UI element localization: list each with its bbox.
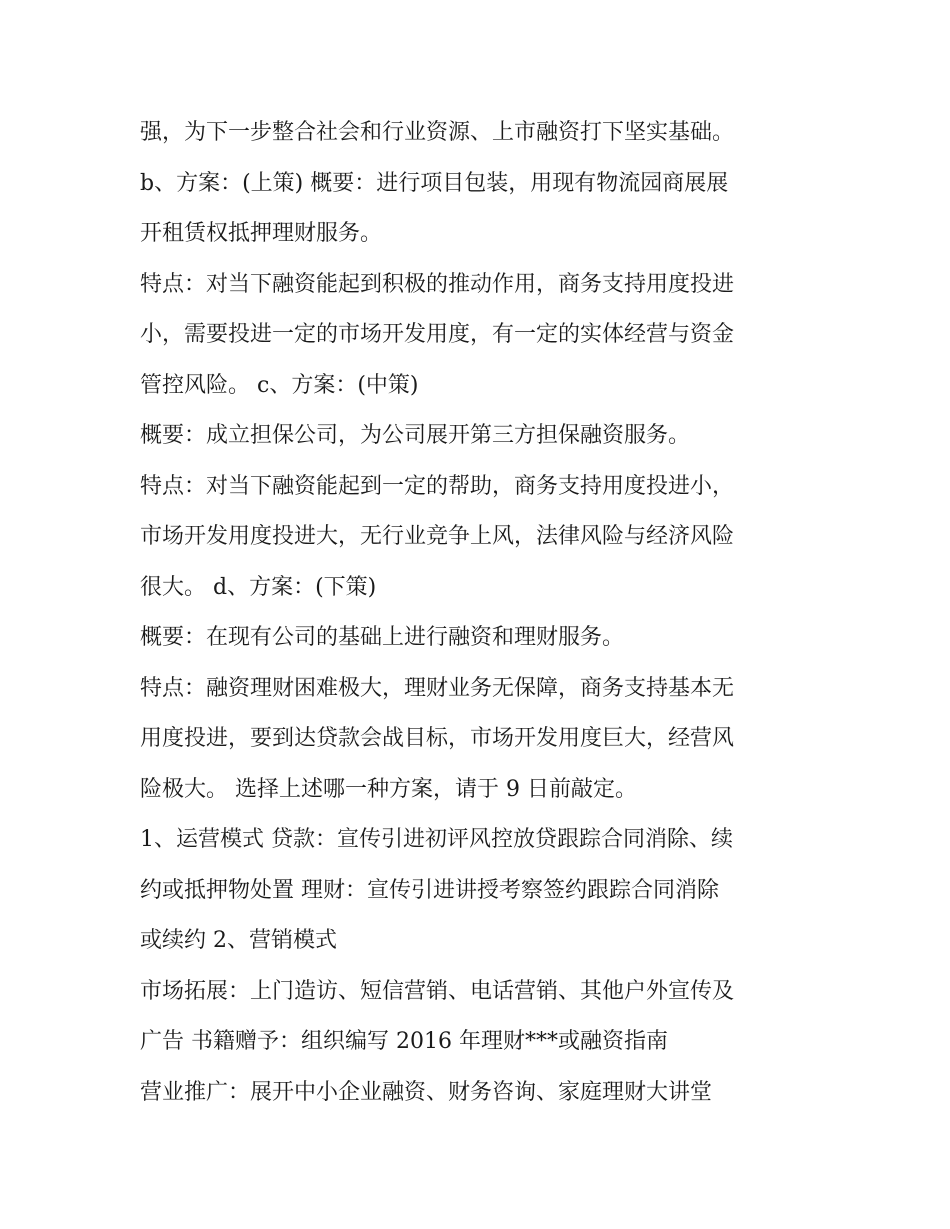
text-line: 市场拓展：上门造访、短信营销、电话营销、其他户外宣传及 — [140, 978, 735, 1004]
text-line: 管控风险。 c、方案：(中策) — [140, 372, 419, 398]
text-line: 特点：对当下融资能起到一定的帮助，商务支持用度投进小， — [140, 473, 735, 499]
text-line: 或续约 2、营销模式 — [140, 928, 337, 953]
text-line: 营业推广：展开中小企业融资、财务咨询、家庭理财大讲堂 — [140, 1079, 713, 1105]
text-line: 1、运营模式 贷款：宣传引进初评风控放贷跟踪合同消除、续 — [140, 827, 733, 852]
text-line: 小，需要投进一定的市场开发用度，有一定的实体经营与资金 — [140, 322, 735, 347]
text-line: 广告 书籍赠予：组织编写 2016 年理财***或融资指南 — [140, 1029, 668, 1054]
text-line: b、方案：(上策) 概要：进行项目包装，用现有物流园商展展 — [140, 170, 729, 196]
text-line: 概要：成立担保公司，为公司展开第三方担保融资服务。 — [140, 423, 691, 448]
text-line: 特点：融资理财困难极大，理财业务无保障，商务支持基本无 — [140, 675, 735, 701]
text-line: 市场开发用度投进大，无行业竞争上风，法律风险与经济风险 — [140, 524, 735, 549]
text-line: 险极大。 选择上述哪一种方案，请于 9 日前敲定。 — [140, 776, 637, 802]
text-line: 概要：在现有公司的基础上进行融资和理财服务。 — [140, 625, 625, 650]
text-line: 强，为下一步整合社会和行业资源、上市融资打下坚实基础。 — [140, 120, 735, 145]
text-line: 很大。 d、方案：(下策) — [140, 574, 377, 600]
text-line: 约或抵押物处置 理财：宣传引进讲授考察签约跟踪合同消除 — [140, 877, 719, 903]
text-line: 开租赁权抵押理财服务。 — [140, 221, 383, 246]
text-line: 用度投进，要到达贷款会战目标，市场开发用度巨大，经营风 — [140, 726, 735, 751]
text-line: 特点：对当下融资能起到积极的推动作用，商务支持用度投进 — [140, 271, 735, 297]
document-body — [140, 108, 830, 1118]
